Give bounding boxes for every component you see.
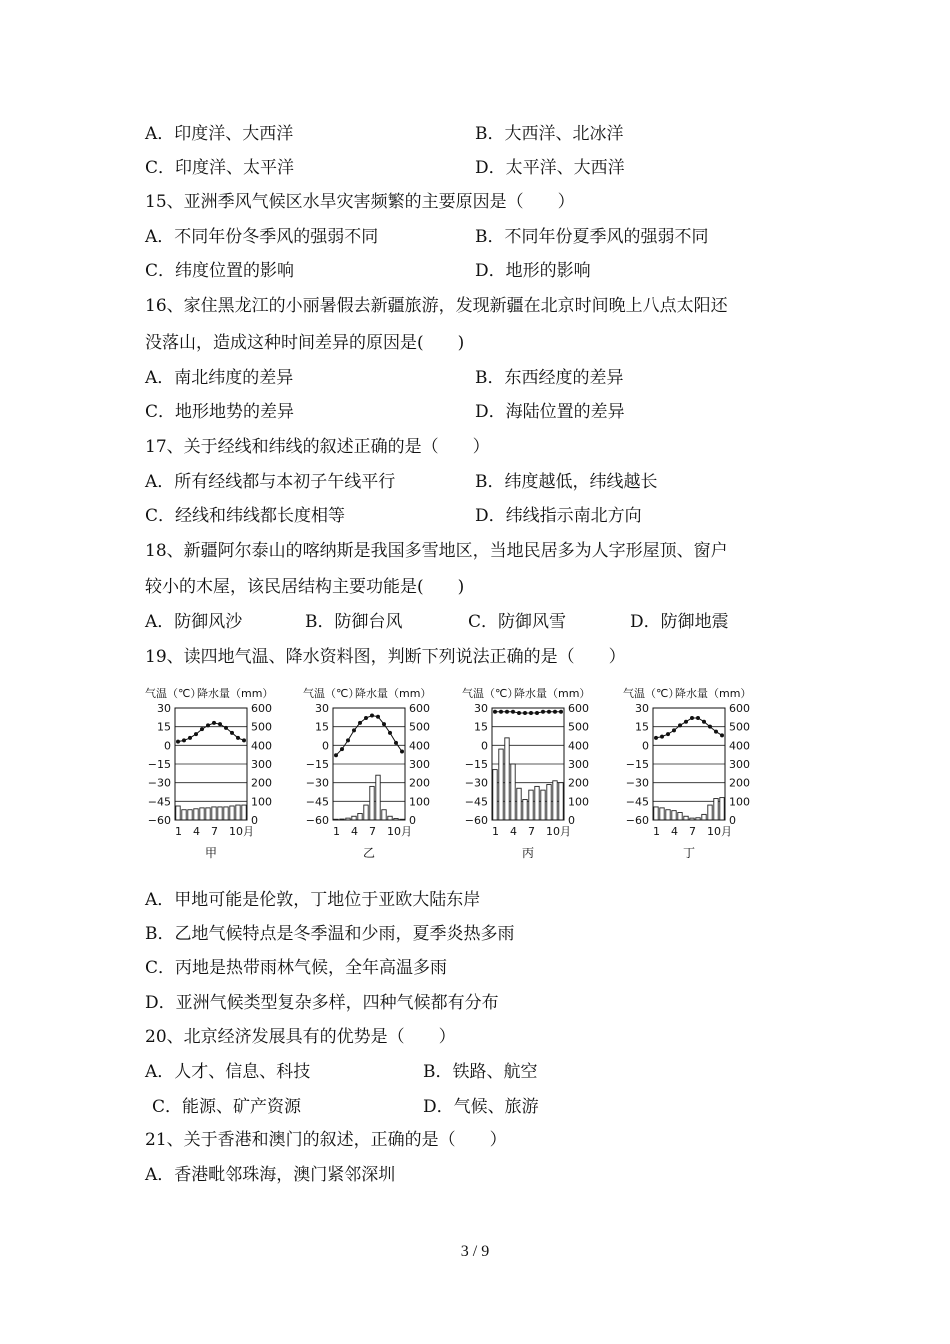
temp-tick-label: −60	[147, 814, 171, 827]
precip-bar	[188, 810, 192, 820]
temp-tick-label: −60	[305, 814, 329, 827]
temp-point	[400, 750, 404, 754]
precip-bar	[358, 813, 362, 820]
climate-chart-2	[462, 686, 590, 860]
month-tick-label: 10月	[546, 825, 571, 838]
chart-label: 乙	[362, 846, 376, 860]
precip-bar	[364, 805, 368, 820]
precip-bar	[493, 770, 497, 820]
temp-point	[654, 736, 658, 740]
temp-axis-label: 气温（℃）	[623, 687, 680, 700]
month-tick-label: 10月	[707, 825, 732, 838]
temp-tick-label: 15	[315, 720, 329, 734]
precip-bar	[720, 798, 724, 820]
month-tick-label: 7	[528, 825, 535, 838]
temp-tick-label: −45	[305, 795, 329, 809]
chart-label: 丙	[521, 846, 535, 860]
q19-stem: 19、读四地气温、降水资料图，判断下列说法正确的是（ ）	[145, 647, 626, 667]
q17-stem: 17、关于经线和纬线的叙述正确的是（ ）	[145, 437, 490, 457]
temp-tick-label: −15	[305, 758, 329, 771]
temp-point	[547, 710, 551, 714]
precip-tick-label: 300	[568, 758, 589, 771]
temp-point	[388, 731, 392, 735]
temp-tick-label: −45	[147, 795, 171, 809]
precip-tick-label: 300	[729, 758, 750, 771]
month-tick-label: 4	[351, 825, 358, 838]
q15-option-d: D．地形的影响	[475, 261, 591, 281]
temp-point	[176, 740, 180, 744]
temp-line	[656, 718, 722, 738]
q20-option-c: C．能源、矿产资源	[152, 1097, 302, 1117]
temp-point	[535, 711, 539, 715]
temp-point	[553, 710, 557, 714]
precip-bar	[236, 805, 240, 820]
temp-point	[236, 736, 240, 740]
precip-bar	[666, 810, 670, 820]
temp-tick-label: −60	[625, 814, 649, 827]
precip-bar	[224, 807, 228, 820]
temp-tick-label: −15	[464, 758, 488, 771]
precip-tick-label: 500	[409, 720, 430, 734]
q19-option-c: C．丙地是热带雨林气候，全年高温多雨	[145, 958, 448, 978]
month-tick-label: 10月	[387, 825, 412, 838]
temp-tick-label: 30	[474, 702, 488, 715]
precip-tick-label: 200	[729, 776, 750, 790]
month-tick-label: 1	[333, 825, 340, 838]
temp-point	[493, 710, 497, 714]
precip-tick-label: 600	[729, 702, 750, 715]
precip-tick-label: 500	[729, 720, 750, 734]
month-tick-label: 7	[369, 825, 376, 838]
precip-tick-label: 100	[729, 795, 750, 809]
precip-bar	[547, 785, 551, 820]
precip-tick-label: 0	[409, 814, 416, 827]
q21-stem: 21、关于香港和澳门的叙述，正确的是（ ）	[145, 1130, 507, 1150]
q15-stem: 15、亚洲季风气候区水旱灾害频繁的主要原因是（ ）	[145, 192, 575, 212]
climate-charts	[145, 683, 785, 863]
temp-point	[364, 716, 368, 720]
temp-line	[495, 712, 561, 713]
temp-tick-label: 30	[157, 702, 171, 715]
temp-point	[358, 721, 362, 725]
precip-bar	[352, 816, 356, 820]
precip-bar	[182, 810, 186, 820]
temp-point	[696, 716, 700, 720]
q14-option-c: C．印度洋、太平洋	[145, 158, 295, 178]
page-number: 3 / 9	[460, 1243, 490, 1260]
temp-line	[178, 723, 244, 742]
precip-bar	[499, 749, 503, 820]
q17-option-a: A．所有经线都与本初子午线平行	[145, 472, 396, 492]
precip-axis-label: 降水量（mm）	[675, 687, 752, 700]
precip-tick-label: 200	[251, 776, 272, 790]
temp-line	[336, 716, 402, 756]
precip-tick-label: 600	[568, 702, 589, 715]
precip-tick-label: 0	[251, 814, 258, 827]
temp-tick-label: 0	[481, 739, 488, 753]
precip-tick-label: 400	[729, 739, 750, 753]
precip-tick-label: 0	[568, 814, 575, 827]
precip-bar	[212, 807, 216, 820]
precip-tick-label: 300	[251, 758, 272, 771]
q16-option-c: C．地形地势的差异	[145, 402, 295, 422]
temp-tick-label: 30	[315, 702, 329, 715]
q18-option-c: C．防御风雪	[468, 612, 567, 632]
q20-option-a: A．人才、信息、科技	[145, 1062, 311, 1082]
temp-point	[505, 710, 509, 714]
precip-bar	[370, 786, 374, 820]
precip-bar	[678, 813, 682, 820]
temp-axis-label: 气温（℃）	[303, 687, 360, 700]
q18-option-b: B．防御台风	[305, 612, 403, 632]
precip-bar	[541, 790, 545, 820]
month-tick-label: 7	[689, 825, 696, 838]
precip-tick-label: 100	[251, 795, 272, 809]
temp-point	[702, 720, 706, 724]
temp-point	[720, 733, 724, 737]
precip-bar	[206, 808, 210, 820]
precip-tick-label: 200	[409, 776, 430, 790]
temp-point	[334, 753, 338, 757]
q19-option-a: A．甲地可能是伦敦，丁地位于亚欧大陆东岸	[145, 890, 481, 910]
q16-option-a: A．南北纬度的差异	[145, 368, 294, 388]
q19-option-d: D．亚洲气候类型复杂多样，四种气候都有分布	[145, 993, 499, 1013]
q15-option-a: A．不同年份冬季风的强弱不同	[145, 227, 379, 247]
precip-bar	[529, 790, 533, 820]
precip-tick-label: 600	[409, 702, 430, 715]
temp-point	[242, 738, 246, 742]
precip-bar	[176, 806, 180, 820]
temp-tick-label: 0	[322, 739, 329, 753]
temp-point	[230, 731, 234, 735]
temp-point	[382, 722, 386, 726]
temp-tick-label: −30	[147, 776, 171, 790]
precip-tick-label: 300	[409, 758, 430, 771]
q15-option-c: C．纬度位置的影响	[145, 261, 295, 281]
climate-charts-svg	[145, 683, 785, 863]
precip-bar	[708, 805, 712, 820]
precip-bar	[714, 799, 718, 820]
q17-option-d: D．纬线指示南北方向	[475, 506, 642, 526]
q20-stem: 20、北京经济发展具有的优势是（ ）	[145, 1027, 456, 1047]
temp-tick-label: −30	[625, 776, 649, 790]
temp-tick-label: 0	[164, 739, 171, 753]
temp-point	[559, 710, 563, 714]
q17-option-b: B．纬度越低，纬线越长	[475, 472, 658, 492]
precip-bar	[559, 783, 563, 820]
q20-option-d: D．气候、旅游	[423, 1097, 539, 1117]
precip-bar	[382, 810, 386, 820]
precip-tick-label: 600	[251, 702, 272, 715]
q16-option-d: D．海陆位置的差异	[475, 402, 625, 422]
q17-option-c: C．经线和纬线都长度相等	[145, 506, 346, 526]
precip-bar	[218, 807, 222, 820]
temp-point	[370, 713, 374, 717]
temp-point	[690, 716, 694, 720]
temp-tick-label: −45	[464, 795, 488, 809]
precip-axis-label: 降水量（mm）	[355, 687, 432, 700]
precip-bar	[523, 799, 527, 820]
climate-chart-3	[623, 686, 751, 860]
precip-bar	[654, 807, 658, 820]
month-tick-label: 4	[510, 825, 517, 838]
q16-stem-line1: 16、家住黑龙江的小丽暑假去新疆旅游，发现新疆在北京时间晚上八点太阳还	[145, 296, 728, 316]
temp-point	[684, 720, 688, 724]
q20-option-b: B．铁路、航空	[423, 1062, 538, 1082]
month-tick-label: 4	[671, 825, 678, 838]
temp-point	[394, 741, 398, 745]
precip-tick-label: 100	[568, 795, 589, 809]
precip-bar	[660, 808, 664, 820]
q14-option-a: A．印度洋、大西洋	[145, 124, 294, 144]
temp-point	[194, 732, 198, 736]
q16-option-b: B．东西经度的差异	[475, 368, 624, 388]
temp-point	[182, 738, 186, 742]
q14-option-b: B．大西洋、北冰洋	[475, 124, 624, 144]
precip-bar	[194, 809, 198, 820]
temp-tick-label: −60	[464, 814, 488, 827]
temp-point	[212, 721, 216, 725]
precip-bar	[511, 764, 515, 820]
temp-tick-label: 0	[642, 739, 649, 753]
q19-option-b: B．乙地气候特点是冬季温和少雨，夏季炎热多雨	[145, 924, 515, 944]
temp-tick-label: −15	[147, 758, 171, 771]
climate-chart-0	[145, 686, 273, 860]
q18-option-d: D．防御地震	[630, 612, 729, 632]
temp-point	[523, 711, 527, 715]
temp-tick-label: 15	[157, 720, 171, 734]
q16-stem-line2: 没落山，造成这种时间差异的原因是( )	[145, 333, 465, 353]
precip-tick-label: 400	[409, 739, 430, 753]
temp-point	[678, 723, 682, 727]
precip-tick-label: 400	[251, 739, 272, 753]
temp-point	[224, 726, 228, 730]
temp-point	[666, 732, 670, 736]
temp-tick-label: 15	[635, 720, 649, 734]
temp-point	[218, 722, 222, 726]
temp-axis-label: 气温（℃）	[462, 687, 519, 700]
temp-tick-label: −30	[305, 776, 329, 790]
temp-point	[200, 727, 204, 731]
precip-bar	[684, 816, 688, 820]
month-tick-label: 7	[211, 825, 218, 838]
month-tick-label: 1	[492, 825, 499, 838]
climate-chart-1	[303, 686, 431, 860]
temp-tick-label: −45	[625, 795, 649, 809]
temp-point	[529, 711, 533, 715]
precip-axis-label: 降水量（mm）	[197, 687, 274, 700]
q18-option-a: A．防御风沙	[145, 612, 243, 632]
precip-tick-label: 500	[251, 720, 272, 734]
temp-tick-label: −15	[625, 758, 649, 771]
chart-label: 丁	[682, 846, 696, 860]
precip-tick-label: 400	[568, 739, 589, 753]
q14-option-d: D．太平洋、大西洋	[475, 158, 625, 178]
precip-bar	[505, 738, 509, 820]
temp-point	[206, 723, 210, 727]
temp-point	[340, 747, 344, 751]
q21-option-a: A．香港毗邻珠海，澳门紧邻深圳	[145, 1165, 396, 1185]
precip-tick-label: 200	[568, 776, 589, 790]
temp-point	[714, 730, 718, 734]
precip-bar	[376, 775, 380, 820]
q15-option-b: B．不同年份夏季风的强弱不同	[475, 227, 709, 247]
q18-stem-line2: 较小的木屋，该民居结构主要功能是( )	[145, 577, 465, 597]
month-tick-label: 4	[193, 825, 200, 838]
precip-bar	[702, 814, 706, 820]
precip-bar	[535, 786, 539, 820]
temp-tick-label: −30	[464, 776, 488, 790]
precip-tick-label: 0	[729, 814, 736, 827]
chart-label: 甲	[204, 846, 218, 860]
precip-axis-label: 降水量（mm）	[514, 687, 591, 700]
temp-point	[346, 738, 350, 742]
temp-point	[517, 711, 521, 715]
temp-point	[352, 728, 356, 732]
temp-point	[511, 710, 515, 714]
precip-bar	[200, 808, 204, 820]
precip-bar	[388, 816, 392, 820]
month-tick-label: 10月	[229, 825, 254, 838]
temp-point	[499, 710, 503, 714]
temp-point	[376, 715, 380, 719]
precip-tick-label: 500	[568, 720, 589, 734]
temp-tick-label: 30	[635, 702, 649, 715]
precip-tick-label: 100	[409, 795, 430, 809]
precip-bar	[242, 805, 246, 820]
precip-bar	[553, 781, 557, 820]
precip-bar	[517, 788, 521, 820]
temp-point	[660, 735, 664, 739]
month-tick-label: 1	[653, 825, 660, 838]
month-tick-label: 1	[175, 825, 182, 838]
q18-stem-line1: 18、新疆阿尔泰山的喀纳斯是我国多雪地区，当地民居多为人字形屋顶、窗户	[145, 541, 728, 561]
temp-point	[708, 725, 712, 729]
temp-point	[541, 710, 545, 714]
precip-bar	[230, 806, 234, 820]
temp-tick-label: 15	[474, 720, 488, 734]
precip-bar	[672, 811, 676, 820]
temp-point	[188, 736, 192, 740]
temp-axis-label: 气温（℃）	[145, 687, 202, 700]
temp-point	[672, 728, 676, 732]
